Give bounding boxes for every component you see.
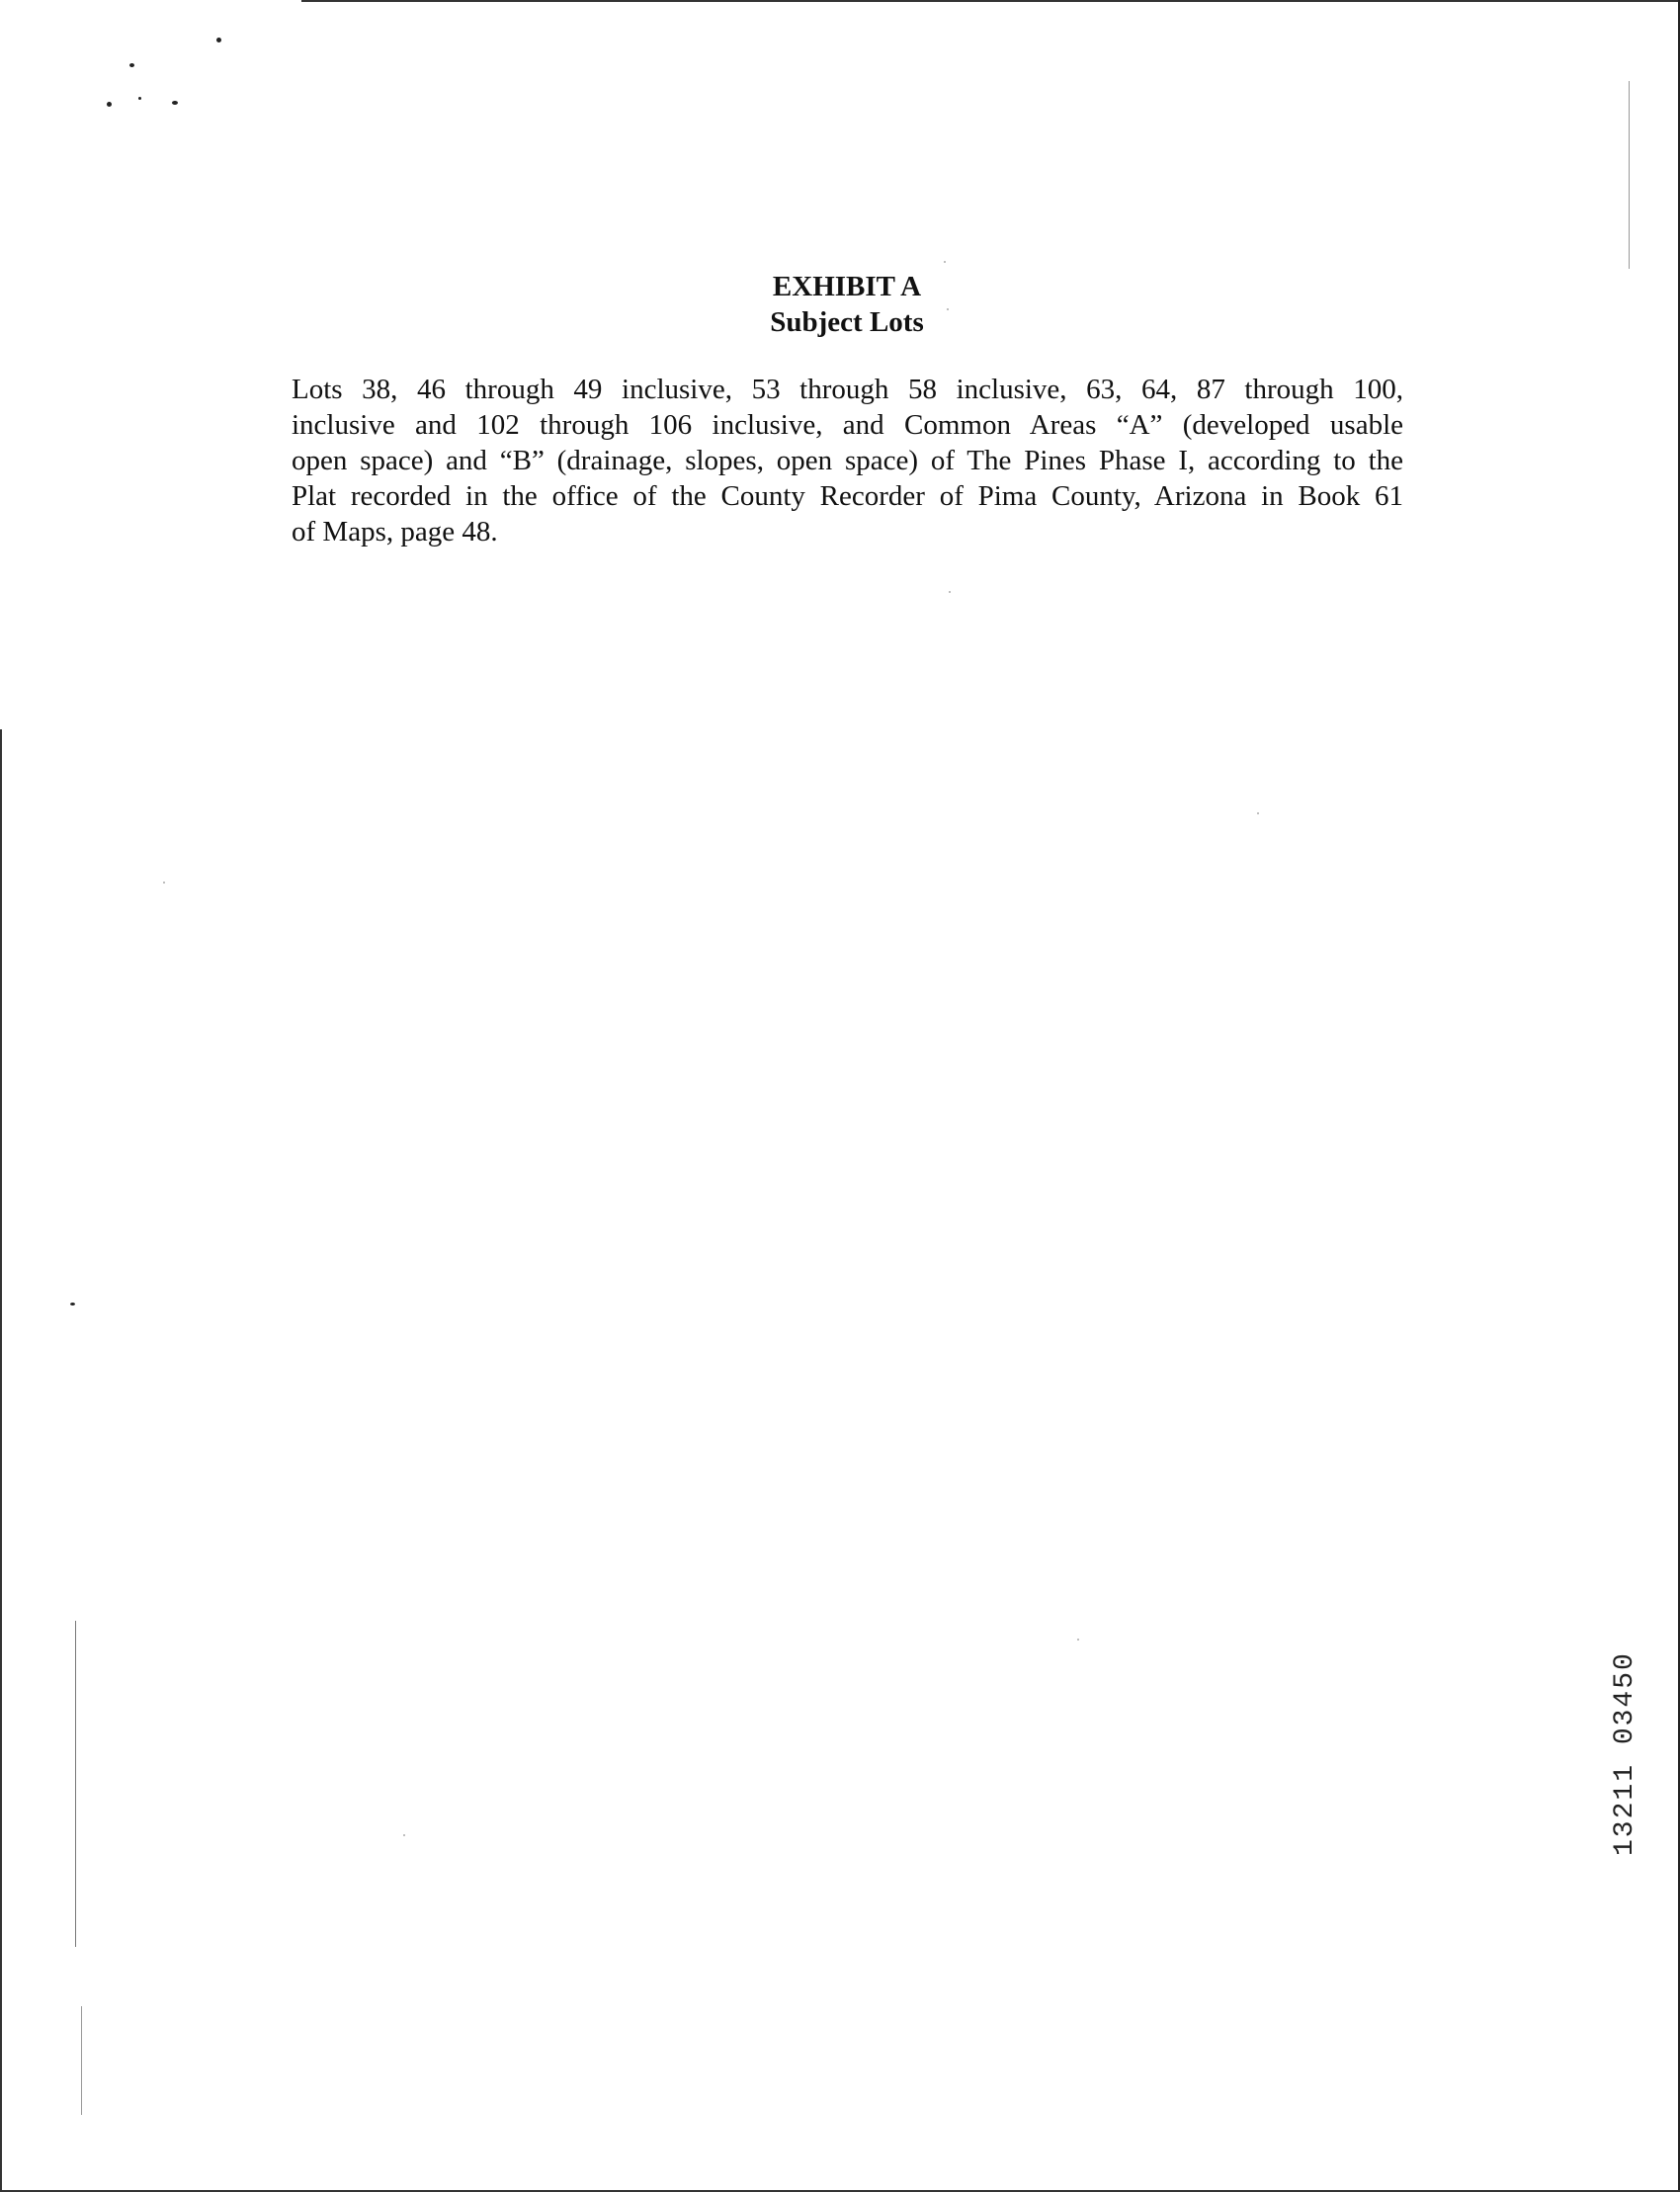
scan-dot xyxy=(403,1834,405,1836)
paragraph-line: inclusive and 102 through 106 inclusive, and Common Areas “A” (developed usable xyxy=(292,409,1403,441)
scan-edge-top xyxy=(301,0,1680,2)
scan-edge-left xyxy=(0,729,2,2192)
left-margin-mark xyxy=(75,1621,76,1947)
scan-speck xyxy=(70,1303,75,1306)
paragraph-line: Lots 38, 46 through 49 inclusive, 53 through 58 inclusive, 63, 64, 87 through 100, xyxy=(292,374,1403,405)
paragraph-line: open space) and “B” (drainage, slopes, open space) of The Pines Phase I, according to the xyxy=(292,445,1403,476)
scan-speck xyxy=(172,101,178,105)
scan-dot xyxy=(1077,1639,1079,1641)
scan-speck xyxy=(138,97,141,100)
paragraph-line: Plat recorded in the office of the County Recorder of Pima County, Arizona in Book 61 xyxy=(292,480,1403,512)
scan-dot xyxy=(1257,812,1259,814)
exhibit-subtitle: Subject Lots xyxy=(770,306,924,338)
legal-description-paragraph xyxy=(292,372,1403,549)
scan-dot xyxy=(944,261,946,263)
recording-stamp: 13211 03450 xyxy=(1610,1651,1640,1856)
right-margin-mark xyxy=(1629,81,1630,269)
left-margin-mark-lower xyxy=(81,2006,82,2115)
scan-speck xyxy=(107,102,112,107)
scan-speck xyxy=(129,63,134,67)
paragraph-line: of Maps, page 48. xyxy=(292,516,498,548)
exhibit-title: EXHIBIT A xyxy=(772,271,922,302)
scan-dot xyxy=(163,882,165,884)
scan-dot xyxy=(949,591,951,593)
scan-speck xyxy=(216,38,221,42)
